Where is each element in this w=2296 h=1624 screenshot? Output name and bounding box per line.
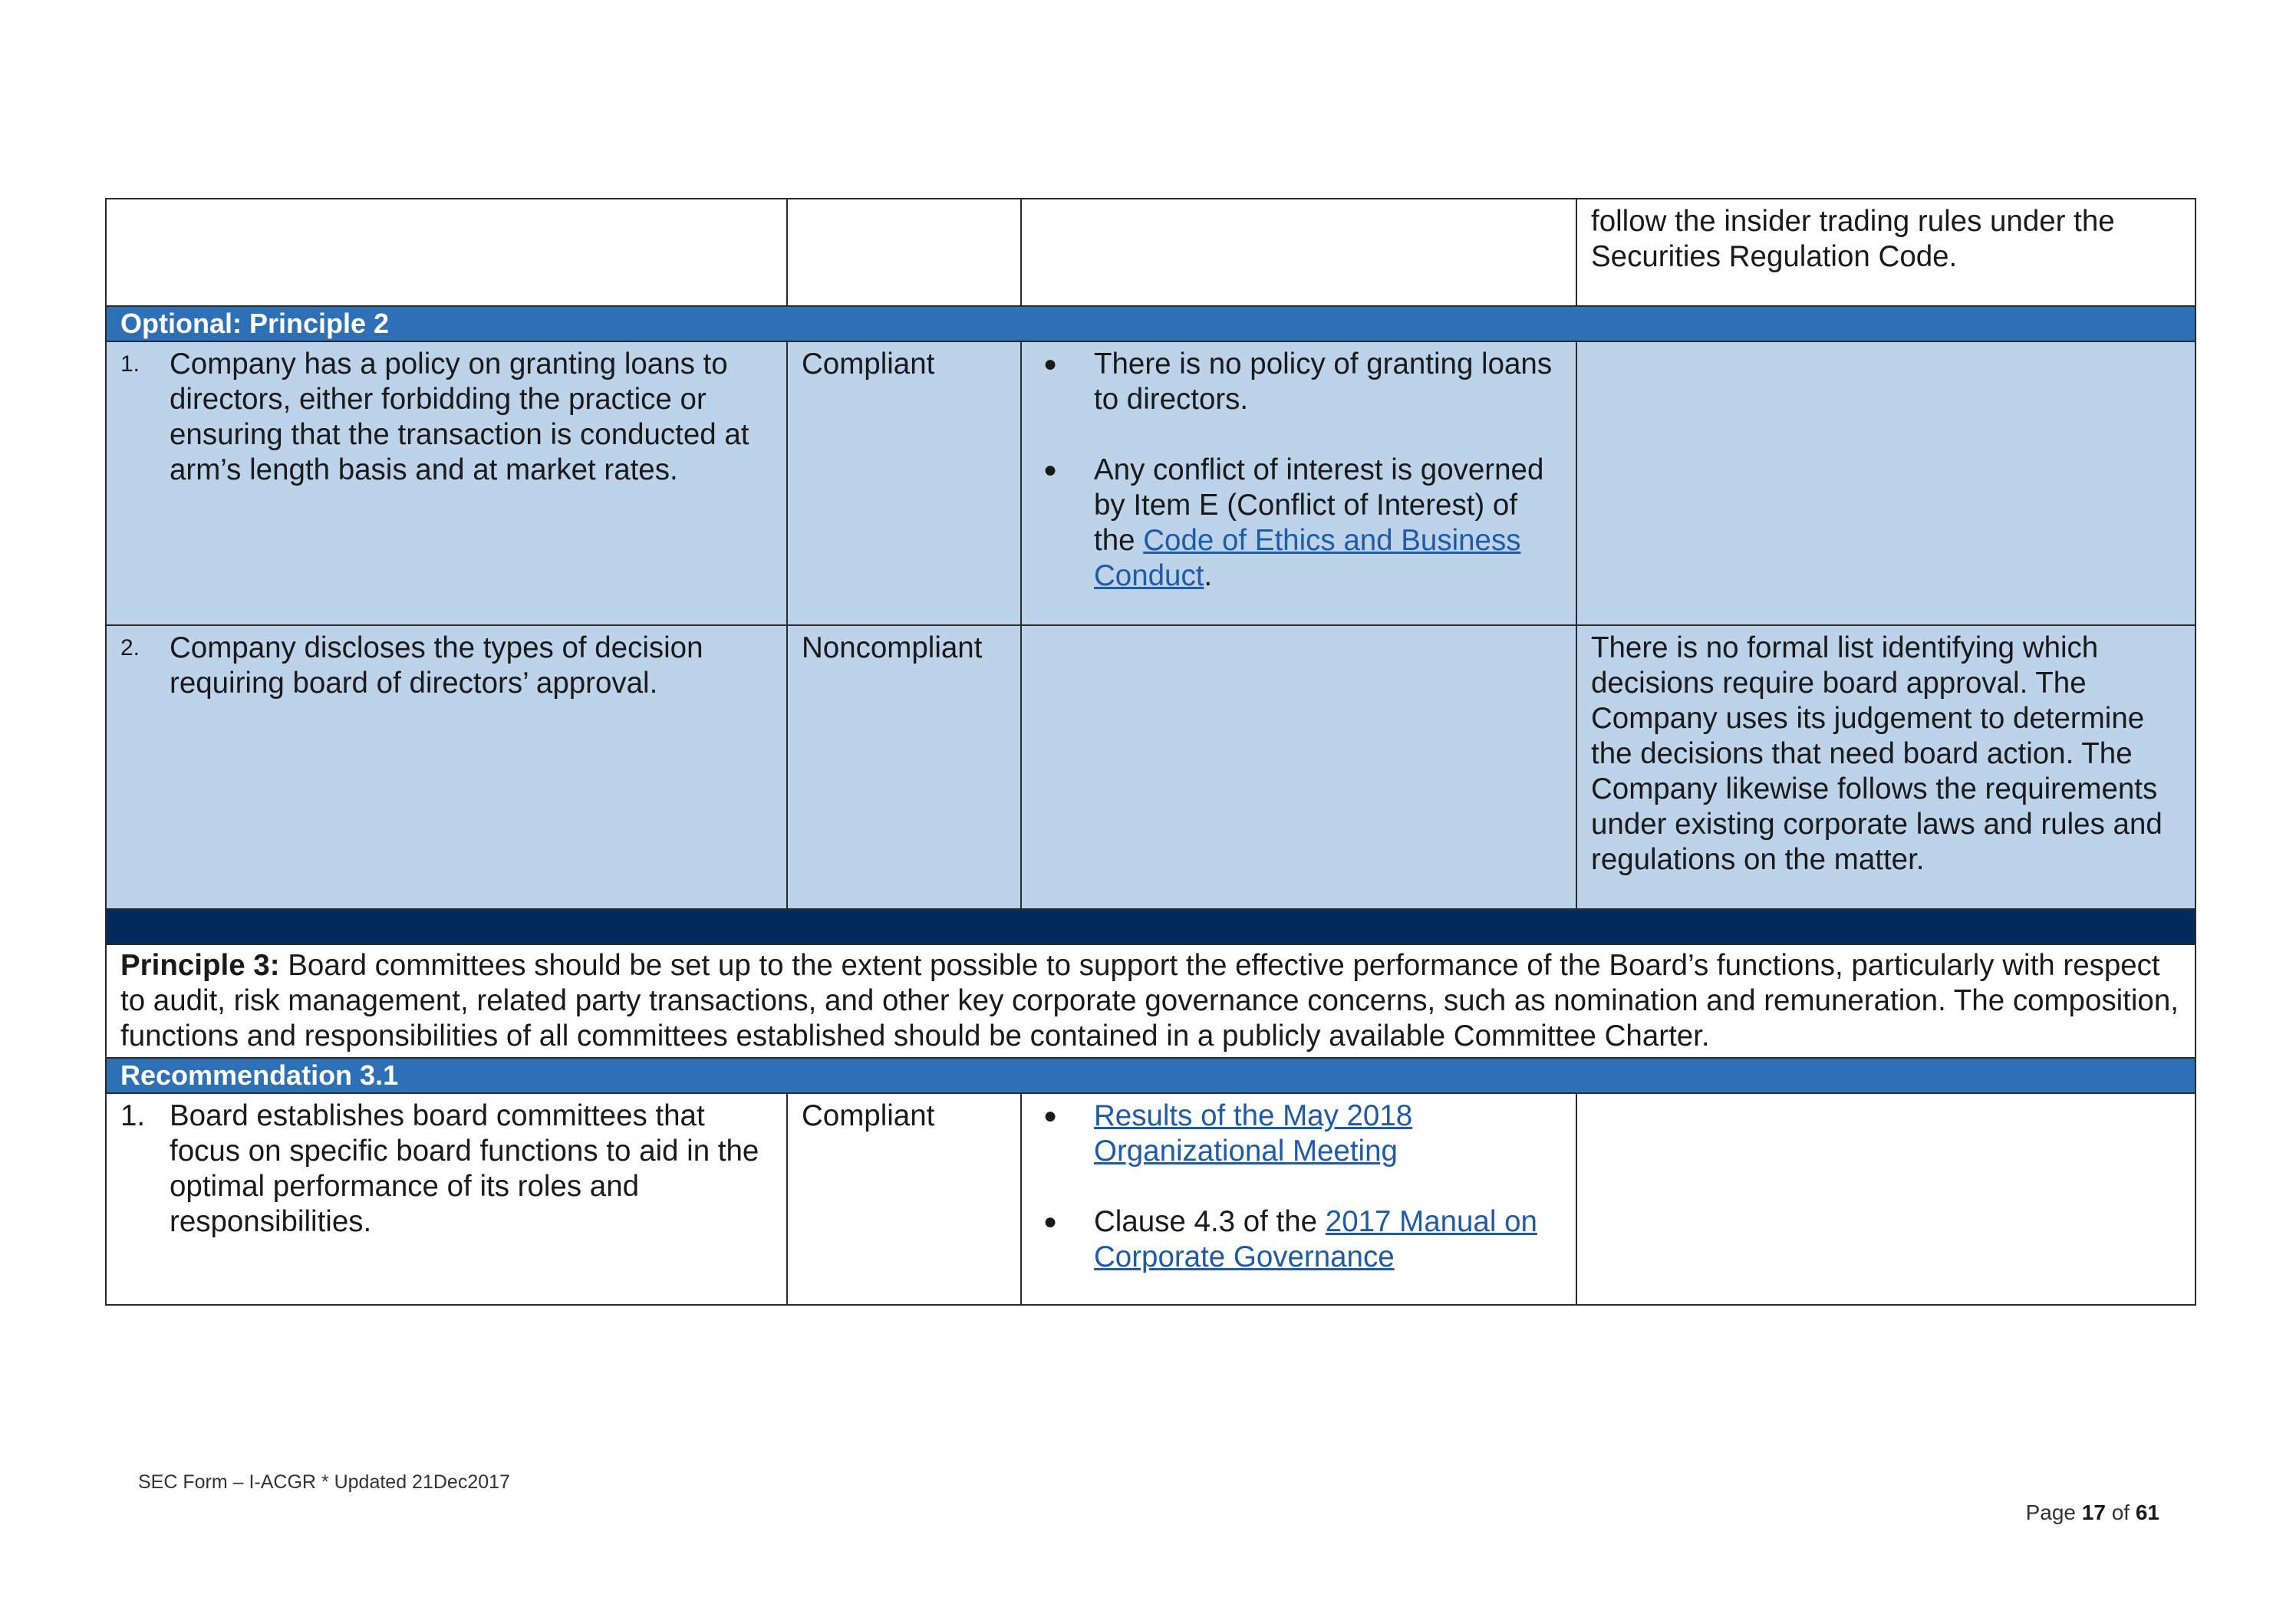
bullet-icon: ● <box>1043 1103 1058 1128</box>
status-cell <box>787 199 1021 306</box>
section-header-optional-principle-2 <box>106 306 2196 341</box>
section-title: Optional: Principle 2 <box>120 308 390 339</box>
recommendation-text: Company has a policy on granting loans to directors, either forbidding the practice or ensuring that the transaction is conducted at arm’s length basis and at market rates. <box>170 348 749 486</box>
list-item <box>1036 1099 1562 1169</box>
bullet-icon: ● <box>1043 457 1058 483</box>
status-cell <box>787 341 1021 625</box>
compliance-status: Noncompliant <box>802 631 983 664</box>
item-number: 2. <box>120 635 140 660</box>
governance-table <box>105 198 2196 1306</box>
bullet-icon: ● <box>1043 1209 1058 1234</box>
explanation-cell <box>1576 199 2196 306</box>
status-cell <box>787 1093 1021 1305</box>
table-row <box>106 341 2196 625</box>
bullet-icon: ● <box>1043 351 1058 377</box>
explanation-cell <box>1576 625 2196 909</box>
current-page: 17 <box>2081 1500 2106 1524</box>
recommendation-text: Board establishes board committees that focus on specific board functions to aid in the optimal performance of its roles and responsibilities. <box>170 1099 759 1238</box>
detail-text: Clause 4.3 of the <box>1094 1205 1326 1238</box>
total-pages: 61 <box>2135 1500 2159 1524</box>
details-cell <box>1021 199 1576 306</box>
detail-text: Any conflict of interest is governed by Item E (Conflict of Interest) of the <box>1094 453 1544 557</box>
section-header-recommendation-3-1 <box>106 1058 2196 1093</box>
details-cell <box>1021 1093 1576 1305</box>
recommendation-text: Company discloses the types of decision requiring board of directors’ approval. <box>170 631 703 700</box>
item-number: 1. <box>120 1099 146 1132</box>
organizational-meeting-link[interactable]: Results of the May 2018 Organizational Meeting <box>1094 1099 1413 1168</box>
manual-corporate-governance-link[interactable]: 2017 Manual on Corporate Governance <box>1094 1205 1537 1273</box>
principle-text: Board committees should be set up to the extent possible to support the effective performance of the Board’s functions, particularly with respect to audit, risk management, related party transactions, and other key corporate governance concerns, such as nomination and remuneration. The composition, functions and responsibilities of all committees established should be contained in a publicly available Committee Charter. <box>120 949 2179 1052</box>
list-item <box>1036 347 1562 417</box>
table-row <box>106 1093 2196 1305</box>
continued-row <box>106 199 2196 306</box>
recommendation-cell <box>106 625 787 909</box>
list-item <box>1036 1204 1562 1275</box>
recommendation-cell <box>106 341 787 625</box>
item-number: 1. <box>120 351 140 377</box>
explanation-cell <box>1576 1093 2196 1305</box>
recommendation-cell <box>106 1093 787 1305</box>
explanation-text: There is no formal list identifying which decisions require board approval. The Company uses its judgement to determine the decisions that need board action. The Company likewise follows the requirements under existing corporate laws and rules and regulations on the matter. <box>1591 631 2163 876</box>
table-row <box>106 625 2196 909</box>
page-number <box>2026 1500 2159 1525</box>
compliance-status: Compliant <box>802 1099 935 1132</box>
explanation-cell <box>1576 341 2196 625</box>
principle-label: Principle 3: <box>120 949 280 982</box>
details-cell <box>1021 625 1576 909</box>
detail-text: There is no policy of granting loans to directors. <box>1094 348 1553 416</box>
principle-3-row <box>106 944 2196 1058</box>
page-word: Page <box>2025 1500 2076 1524</box>
compliance-status: Compliant <box>802 348 935 380</box>
status-cell <box>787 625 1021 909</box>
section-divider <box>106 909 2196 944</box>
code-of-ethics-link[interactable]: Code of Ethics and Business Conduct <box>1094 524 1521 592</box>
footer-form-label: SEC Form – I-ACGR * Updated 21Dec2017 <box>138 1471 510 1493</box>
explanation-text: follow the insider trading rules under the Securities Regulation Code. <box>1591 205 2115 273</box>
details-cell <box>1021 341 1576 625</box>
of-word: of <box>2111 1500 2130 1524</box>
section-title: Recommendation 3.1 <box>120 1059 399 1091</box>
recommendation-cell <box>106 199 787 306</box>
punctuation: . <box>1204 559 1213 592</box>
list-item <box>1036 453 1562 594</box>
